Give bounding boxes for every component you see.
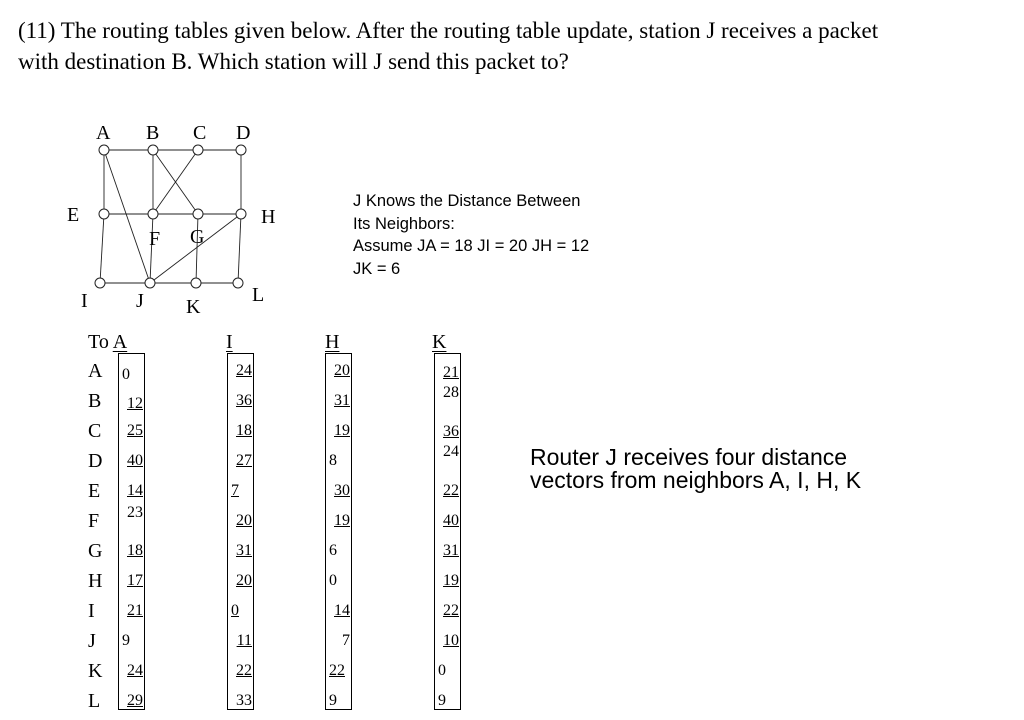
summary-text bbox=[530, 446, 861, 492]
distance-value: 0 bbox=[122, 366, 130, 383]
node-label-j: J bbox=[136, 290, 144, 312]
question-line-2: with destination B. Which station will J send this packet to? bbox=[18, 49, 569, 74]
cell-h-to-k bbox=[325, 662, 356, 680]
vector-from-k: K bbox=[432, 331, 447, 353]
distance-value: 7 bbox=[231, 482, 239, 499]
cell-i-to-i bbox=[227, 602, 258, 620]
node-b bbox=[148, 145, 158, 155]
cell-k-to-c bbox=[434, 423, 459, 441]
distance-value: 24 bbox=[443, 443, 459, 460]
cell-k-to-l bbox=[434, 692, 465, 710]
cell-i-to-e bbox=[227, 482, 258, 500]
cell-i-to-f bbox=[227, 512, 252, 530]
cell-a-to-h bbox=[118, 572, 143, 590]
node-label-f: F bbox=[149, 228, 161, 250]
cell-a-to-c bbox=[118, 422, 143, 440]
cell-k-to-k bbox=[434, 662, 465, 680]
distance-value: 36 bbox=[236, 392, 252, 409]
distance-value: 25 bbox=[127, 422, 143, 439]
cell-a-to-b bbox=[118, 395, 143, 413]
distance-value: 31 bbox=[443, 542, 459, 559]
distance-value: 31 bbox=[334, 392, 350, 409]
cell-h-to-f bbox=[325, 512, 350, 530]
node-label-i: I bbox=[81, 290, 88, 312]
distance-value: 20 bbox=[236, 572, 252, 589]
distance-value: 22 bbox=[329, 662, 345, 679]
column-header-h bbox=[325, 330, 339, 354]
column-header-a bbox=[88, 330, 127, 354]
destination-label-a: A bbox=[88, 360, 103, 382]
node-label-c: C bbox=[193, 122, 207, 144]
cell-i-to-j bbox=[227, 632, 252, 650]
cell-k-to-d bbox=[434, 443, 459, 461]
cell-i-to-h bbox=[227, 572, 252, 590]
distance-value: 11 bbox=[236, 632, 252, 649]
destination-label-e: E bbox=[88, 480, 101, 502]
node-label-k: K bbox=[186, 296, 201, 318]
cell-h-to-a bbox=[325, 362, 350, 380]
cell-k-to-a bbox=[434, 364, 459, 382]
distance-value: 10 bbox=[443, 632, 459, 649]
distance-value: 9 bbox=[329, 692, 337, 709]
question-line-1: (11) The routing tables given below. After the routing table update, station J receives a packet bbox=[18, 18, 879, 43]
cell-k-to-e bbox=[434, 482, 459, 500]
node-h bbox=[236, 209, 246, 219]
cell-i-to-k bbox=[227, 662, 252, 680]
distance-value: 9 bbox=[438, 692, 446, 709]
distance-value: 21 bbox=[443, 364, 459, 381]
summary-line-1: Router J receives four distance bbox=[530, 444, 848, 470]
distance-value: 24 bbox=[236, 362, 252, 379]
cell-h-to-c bbox=[325, 422, 350, 440]
destination-label-l: L bbox=[88, 690, 101, 712]
cell-a-to-a bbox=[118, 366, 149, 384]
cell-a-to-f bbox=[118, 504, 143, 522]
destination-label-g: G bbox=[88, 540, 103, 562]
distance-value: 40 bbox=[127, 452, 143, 469]
cell-a-to-j bbox=[118, 632, 149, 650]
distance-value: 23 bbox=[127, 504, 143, 521]
summary-line-2: vectors from neighbors A, I, H, K bbox=[530, 467, 862, 493]
distance-value: 9 bbox=[122, 632, 130, 649]
distance-value: 21 bbox=[127, 602, 143, 619]
neighbor-distance-note bbox=[353, 190, 589, 280]
vector-box-k bbox=[434, 353, 461, 710]
node-e bbox=[99, 209, 109, 219]
distance-value: 31 bbox=[236, 542, 252, 559]
distance-value: 20 bbox=[236, 512, 252, 529]
distance-value: 24 bbox=[127, 662, 143, 679]
cell-k-to-j bbox=[434, 632, 459, 650]
node-label-b: B bbox=[146, 122, 160, 144]
node-f bbox=[148, 209, 158, 219]
destination-label-k: K bbox=[88, 660, 103, 682]
cell-a-to-d bbox=[118, 452, 143, 470]
cell-h-to-j bbox=[325, 632, 350, 650]
network-diagram bbox=[0, 0, 300, 330]
cell-h-to-b bbox=[325, 392, 350, 410]
cell-i-to-g bbox=[227, 542, 252, 560]
distance-value: 19 bbox=[334, 422, 350, 439]
info-line-3: Assume JA = 18 JI = 20 JH = 12 bbox=[353, 237, 590, 255]
cell-h-to-e bbox=[325, 482, 350, 500]
cell-i-to-c bbox=[227, 422, 252, 440]
info-line-1: J Knows the Distance Between bbox=[353, 192, 581, 210]
distance-value: 20 bbox=[334, 362, 350, 379]
node-d bbox=[236, 145, 246, 155]
destination-label-f: F bbox=[88, 510, 100, 532]
node-label-h: H bbox=[261, 206, 276, 228]
edge-aj bbox=[106, 155, 149, 279]
cell-h-to-d bbox=[325, 452, 356, 470]
distance-value: 33 bbox=[236, 692, 252, 709]
cell-h-to-i bbox=[325, 602, 350, 620]
destination-label-b: B bbox=[88, 390, 102, 412]
cell-k-to-h bbox=[434, 572, 459, 590]
node-label-l: L bbox=[252, 284, 265, 306]
distance-value: 30 bbox=[334, 482, 350, 499]
distance-value: 6 bbox=[329, 542, 337, 559]
destination-label-h: H bbox=[88, 570, 103, 592]
distance-value: 12 bbox=[127, 395, 143, 412]
column-header-i bbox=[226, 330, 233, 354]
distance-value: 14 bbox=[127, 482, 143, 499]
distance-value: 8 bbox=[329, 452, 337, 469]
edge-hl bbox=[238, 219, 241, 278]
node-label-d: D bbox=[236, 122, 251, 144]
network-edges bbox=[100, 150, 241, 283]
cell-a-to-g bbox=[118, 542, 143, 560]
cell-i-to-l bbox=[227, 692, 252, 710]
distance-value: 18 bbox=[127, 542, 143, 559]
cell-i-to-a bbox=[227, 362, 252, 380]
destination-label-c: C bbox=[88, 420, 102, 442]
column-header-k bbox=[432, 330, 446, 354]
network-nodes bbox=[95, 145, 246, 288]
vector-from-h: H bbox=[325, 331, 340, 353]
distance-value: 27 bbox=[236, 452, 252, 469]
vector-from-a: A bbox=[112, 331, 128, 353]
distance-value: 36 bbox=[443, 423, 459, 440]
node-label-a: A bbox=[96, 122, 111, 144]
node-label-e: E bbox=[67, 204, 80, 226]
cell-a-to-l bbox=[118, 692, 143, 710]
distance-value: 17 bbox=[127, 572, 143, 589]
to-label: To bbox=[88, 331, 109, 353]
node-label-g: G bbox=[190, 226, 205, 248]
info-line-2: Its Neighbors: bbox=[353, 214, 455, 233]
cell-h-to-l bbox=[325, 692, 356, 710]
edge-ei bbox=[100, 219, 103, 278]
distance-value: 22 bbox=[236, 662, 252, 679]
distance-value: 7 bbox=[342, 632, 350, 649]
distance-value: 18 bbox=[236, 422, 252, 439]
cell-h-to-h bbox=[325, 572, 356, 590]
node-a bbox=[99, 145, 109, 155]
cell-a-to-e bbox=[118, 482, 143, 500]
node-l bbox=[233, 278, 243, 288]
node-i bbox=[95, 278, 105, 288]
distance-value: 29 bbox=[127, 692, 143, 709]
node-c bbox=[193, 145, 203, 155]
node-g bbox=[193, 209, 203, 219]
cell-k-to-g bbox=[434, 542, 459, 560]
distance-value: 0 bbox=[231, 602, 239, 619]
distance-value: 40 bbox=[443, 512, 459, 529]
distance-value: 14 bbox=[334, 602, 350, 619]
cell-k-to-f bbox=[434, 512, 459, 530]
cell-a-to-k bbox=[118, 662, 143, 680]
cell-k-to-i bbox=[434, 602, 459, 620]
distance-value: 0 bbox=[438, 662, 446, 679]
cell-i-to-d bbox=[227, 452, 252, 470]
destination-label-d: D bbox=[88, 450, 103, 472]
distance-value: 19 bbox=[334, 512, 350, 529]
distance-value: 28 bbox=[443, 384, 459, 401]
distance-value: 22 bbox=[443, 602, 459, 619]
node-j bbox=[145, 278, 155, 288]
cell-a-to-i bbox=[118, 602, 143, 620]
distance-value: 19 bbox=[443, 572, 459, 589]
cell-k-to-b bbox=[434, 384, 459, 402]
cell-i-to-b bbox=[227, 392, 252, 410]
node-k bbox=[191, 278, 201, 288]
info-line-4: JK = 6 bbox=[353, 259, 401, 278]
distance-value: 22 bbox=[443, 482, 459, 499]
destination-label-i: I bbox=[88, 600, 95, 622]
cell-h-to-g bbox=[325, 542, 356, 560]
distance-value: 0 bbox=[329, 572, 337, 589]
destination-label-j: J bbox=[88, 630, 96, 652]
vector-from-i: I bbox=[226, 331, 233, 353]
